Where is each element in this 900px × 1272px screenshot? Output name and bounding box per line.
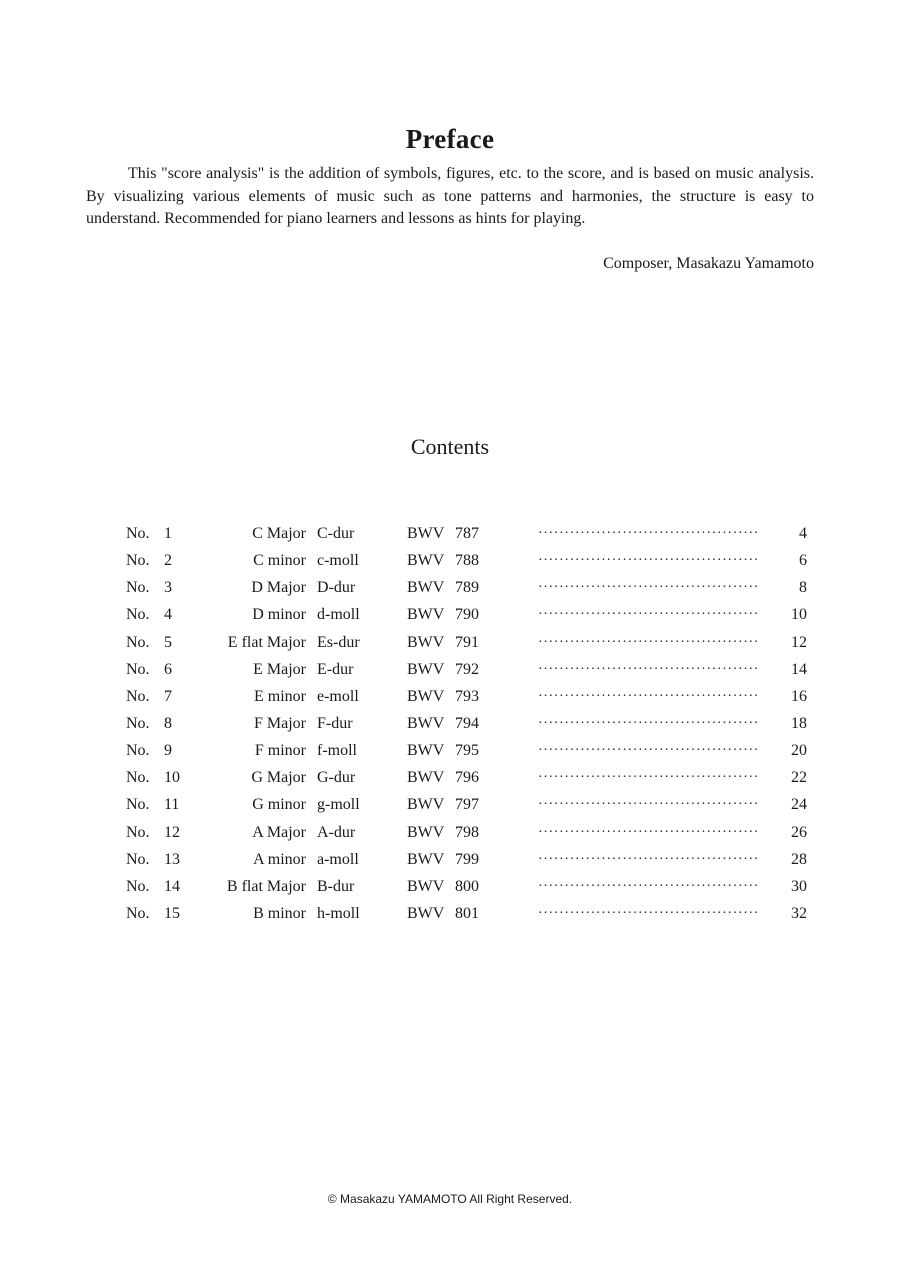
toc-number: 6 [164, 660, 172, 678]
toc-key-english: G Major [251, 769, 306, 787]
toc-number: 2 [164, 552, 172, 570]
toc-dot-leader: ·········································· [538, 797, 760, 813]
toc-key-english: D Major [251, 579, 306, 597]
toc-bwv-label: BWV [407, 742, 445, 760]
toc-bwv-number: 796 [455, 769, 479, 787]
toc-key-german: A-dur [317, 823, 356, 841]
toc-number: 11 [164, 796, 180, 814]
toc-bwv-number: 792 [455, 660, 479, 678]
toc-row[interactable] [0, 764, 900, 791]
toc-page-number: 20 [791, 742, 807, 760]
toc-number: 3 [164, 579, 172, 597]
toc-bwv-label: BWV [407, 579, 445, 597]
toc-dot-leader: ·········································· [538, 715, 760, 731]
toc-row[interactable] [0, 737, 900, 764]
toc-bwv-label: BWV [407, 823, 445, 841]
toc-row[interactable] [0, 683, 900, 710]
toc-page-number: 26 [791, 823, 807, 841]
toc-bwv-label: BWV [407, 796, 445, 814]
toc-bwv-label: BWV [407, 904, 445, 922]
toc-bwv-label: BWV [407, 660, 445, 678]
toc-no-label: No. [126, 714, 150, 732]
toc-number: 12 [164, 823, 180, 841]
toc-key-german: B-dur [317, 877, 355, 895]
toc-key-german: Es-dur [317, 633, 360, 651]
toc-number: 7 [164, 687, 172, 705]
toc-key-english: B minor [253, 904, 306, 922]
toc-no-label: No. [126, 660, 150, 678]
toc-key-german: G-dur [317, 769, 356, 787]
toc-bwv-number: 789 [455, 579, 479, 597]
toc-dot-leader: ·········································· [538, 688, 760, 704]
toc-dot-leader: ·········································· [538, 580, 760, 596]
toc-bwv-label: BWV [407, 850, 445, 868]
toc-bwv-label: BWV [407, 606, 445, 624]
toc-no-label: No. [126, 579, 150, 597]
toc-bwv-number: 798 [455, 823, 479, 841]
toc-key-german: e-moll [317, 687, 359, 705]
toc-bwv-label: BWV [407, 525, 445, 542]
toc-page-number: 30 [791, 877, 807, 895]
toc-dot-leader: ·········································· [538, 634, 760, 650]
toc-page-number: 16 [791, 687, 807, 705]
toc-row[interactable] [0, 900, 900, 927]
toc-no-label: No. [126, 687, 150, 705]
toc-page-number: 32 [791, 904, 807, 922]
toc-bwv-label: BWV [407, 687, 445, 705]
toc-row[interactable] [0, 547, 900, 574]
toc-dot-leader: ·········································· [538, 526, 760, 541]
toc-key-german: D-dur [317, 579, 356, 597]
toc-key-english: A minor [253, 850, 306, 868]
toc-page-number: 14 [791, 660, 807, 678]
toc-row[interactable] [0, 819, 900, 846]
toc-bwv-number: 800 [455, 877, 479, 895]
toc-no-label: No. [126, 769, 150, 787]
toc-number: 4 [164, 606, 172, 624]
toc-key-german: E-dur [317, 660, 354, 678]
toc-dot-leader: ·········································· [538, 607, 760, 623]
toc-key-english: C minor [253, 552, 306, 570]
preface-title: Preface [405, 124, 495, 154]
contents-title: Contents [410, 434, 490, 459]
toc-dot-leader: ·········································· [538, 770, 760, 786]
toc-no-label: No. [126, 850, 150, 868]
toc-no-label: No. [126, 552, 150, 570]
toc-key-german: C-dur [317, 525, 355, 542]
toc-key-english: C Major [252, 525, 306, 542]
toc-dot-leader: ·········································· [538, 743, 760, 759]
toc-key-german: g-moll [317, 796, 360, 814]
toc-key-english: B flat Major [226, 877, 306, 895]
toc-no-label: No. [126, 742, 150, 760]
toc-key-german: f-moll [317, 742, 357, 760]
toc-dot-leader: ·········································· [538, 824, 760, 840]
toc-dot-leader: ·········································· [538, 878, 760, 894]
toc-number: 9 [164, 742, 172, 760]
toc-key-english: F Major [254, 714, 306, 732]
toc-key-german: h-moll [317, 904, 360, 922]
table-of-contents [0, 520, 900, 927]
toc-row[interactable] [0, 846, 900, 873]
toc-bwv-label: BWV [407, 552, 445, 570]
toc-bwv-number: 794 [455, 714, 479, 732]
toc-page-number: 22 [791, 769, 807, 787]
toc-key-english: A Major [252, 823, 306, 841]
toc-row[interactable] [0, 574, 900, 601]
toc-key-english: E flat Major [227, 633, 306, 651]
toc-dot-leader: ·········································· [538, 553, 760, 569]
toc-number: 10 [164, 769, 180, 787]
toc-number: 8 [164, 714, 172, 732]
toc-no-label: No. [126, 877, 150, 895]
toc-bwv-number: 795 [455, 742, 479, 760]
toc-bwv-label: BWV [407, 714, 445, 732]
toc-number: 15 [164, 904, 180, 922]
toc-row[interactable] [0, 873, 900, 900]
preface-body: This "score analysis" is the addition of symbols, figures, etc. to the score, and is based on music analysis. By visualizing various elements of music such as tone patterns and harmonies, the structure is easy to understand. Recommended for piano learners and lessons as hints for playing. [86, 165, 814, 228]
toc-no-label: No. [126, 904, 150, 922]
toc-key-german: c-moll [317, 552, 359, 570]
toc-bwv-number: 793 [455, 687, 479, 705]
toc-key-english: D minor [252, 606, 306, 624]
toc-row[interactable] [0, 520, 900, 547]
toc-number: 5 [164, 633, 172, 651]
toc-key-german: d-moll [317, 606, 360, 624]
toc-bwv-label: BWV [407, 633, 445, 651]
toc-row[interactable] [0, 629, 900, 656]
toc-bwv-number: 790 [455, 606, 479, 624]
toc-page-number: 10 [791, 606, 807, 624]
toc-no-label: No. [126, 525, 150, 542]
toc-page-number: 4 [799, 525, 807, 542]
toc-dot-leader: ·········································· [538, 905, 760, 921]
toc-no-label: No. [126, 796, 150, 814]
toc-bwv-number: 797 [455, 796, 479, 814]
toc-page-number: 18 [791, 714, 807, 732]
toc-key-english: E Major [253, 660, 306, 678]
toc-bwv-number: 788 [455, 552, 479, 570]
toc-key-german: a-moll [317, 850, 359, 868]
preface-signature: Composer, Masakazu Yamamoto [603, 255, 814, 272]
copyright-footer: © Masakazu YAMAMOTO All Right Reserved. [327, 1192, 573, 1206]
toc-page-number: 6 [799, 552, 807, 570]
toc-no-label: No. [126, 606, 150, 624]
toc-bwv-number: 787 [455, 525, 479, 542]
toc-number: 14 [164, 877, 180, 895]
toc-page-number: 24 [791, 796, 807, 814]
toc-row[interactable] [0, 656, 900, 683]
toc-number: 1 [164, 525, 172, 542]
toc-row[interactable] [0, 791, 900, 818]
toc-bwv-number: 799 [455, 850, 479, 868]
toc-key-english: E minor [254, 687, 306, 705]
toc-key-english: F minor [254, 742, 306, 760]
toc-row[interactable] [0, 601, 900, 628]
toc-row[interactable] [0, 710, 900, 737]
toc-bwv-label: BWV [407, 877, 445, 895]
toc-no-label: No. [126, 633, 150, 651]
toc-bwv-label: BWV [407, 769, 445, 787]
toc-number: 13 [164, 850, 180, 868]
toc-page-number: 12 [791, 633, 807, 651]
toc-bwv-number: 801 [455, 904, 479, 922]
toc-page-number: 28 [791, 850, 807, 868]
toc-key-english: G minor [252, 796, 306, 814]
toc-bwv-number: 791 [455, 633, 479, 651]
toc-dot-leader: ·········································· [538, 851, 760, 867]
toc-page-number: 8 [799, 579, 807, 597]
toc-dot-leader: ·········································· [538, 661, 760, 677]
toc-key-german: F-dur [317, 714, 353, 732]
toc-no-label: No. [126, 823, 150, 841]
